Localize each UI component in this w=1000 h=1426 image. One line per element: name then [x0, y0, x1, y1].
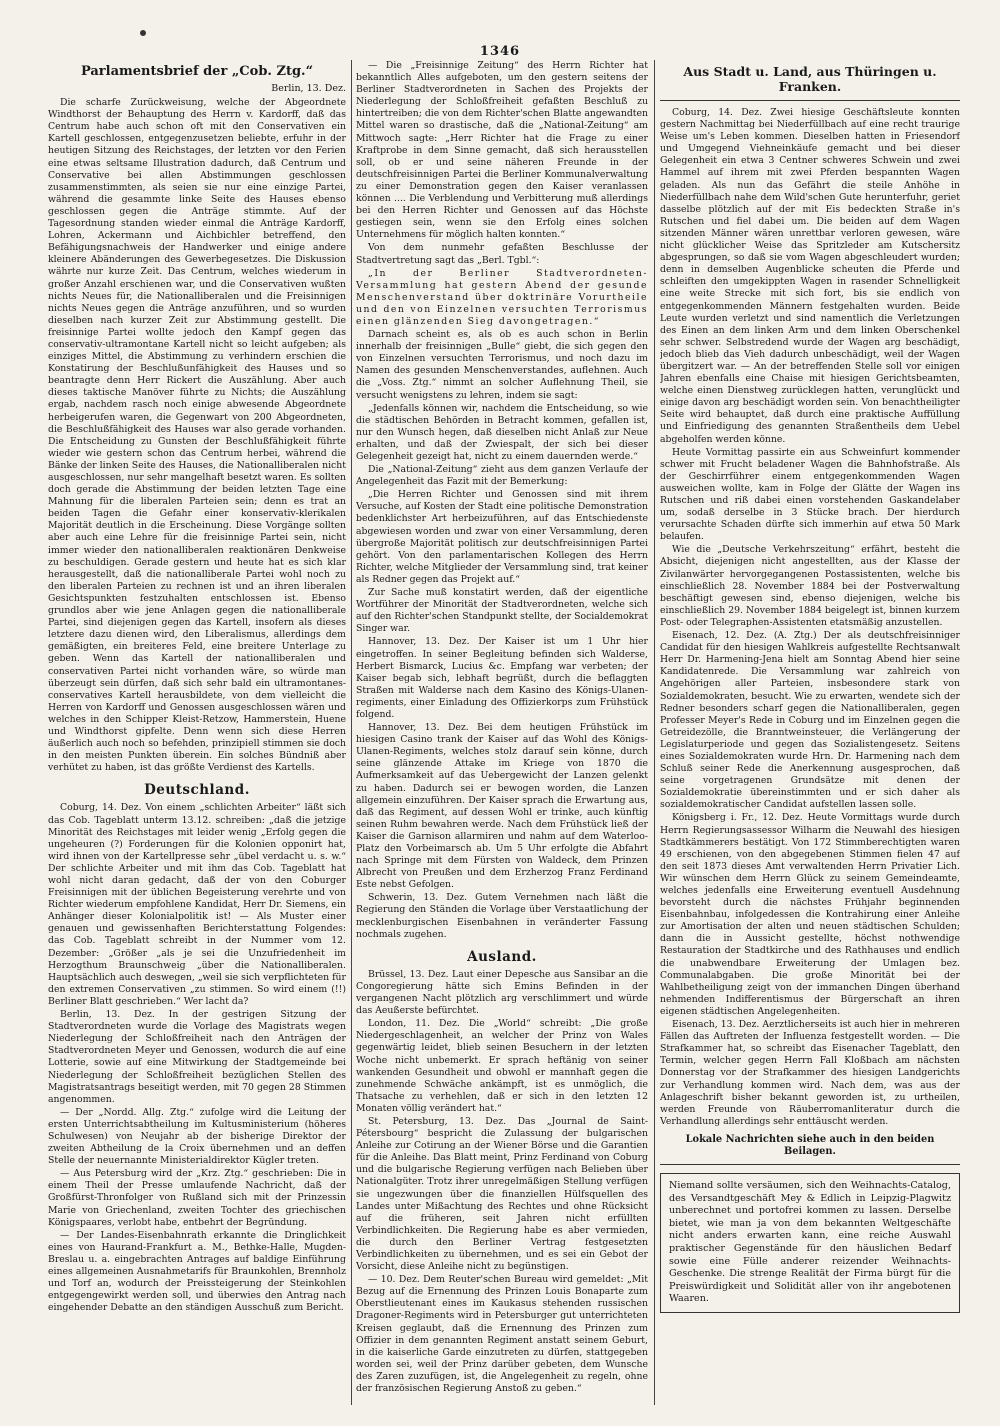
article-paragraph: „In der Berliner Stadtverordneten-Versammlung hat gestern Abend der gesunde Menschenverstand über doktrinäre Vorurtheile und den von Einzelnen versuchten Terrorismus einen glänzenden Sieg davongetragen.“ [356, 267, 648, 327]
article-paragraph: Schwerin, 13. Dez. Gutem Vernehmen nach läßt die Regierung den Ständen die Vorlage über Verstaatlichung der mecklenburgischen Eisenbahnen in veränderter Fassung nochmals zugehen. [356, 892, 648, 940]
local-news-notice: Lokale Nachrichten siehe auch in den beiden Beilagen. [685, 1133, 935, 1157]
article-paragraph: Die scharfe Zurückweisung, welche der Abgeordnete Windthorst der Behauptung des Herrn v. Kardorff, daß das Centrum habe auch schon oft mit den Conservativen ein Kartell geschlossen, entgegenzusetzen beliebte, erfuhr in der heutigen Sitzung des Reichstages, der letzten vor den Ferien eine etwas seltsame Illustration dadurch, daß Centrum und Conservative bei allen Abstimmungen geschlossen zusammenstimmten, als seien sie nur eine einzige Partei, während die gesammte linke Seite des Hauses ebenso geschlossen gegen die Anträge stimmte. Auf der Tagesordnung standen wieder einmal die Anträge Kardorff, Lohren, Ackermann und Aichbichler betreffend, den Befähigungsnachweis der Handwerker und einige andere kleinere Abänderungen des Gewerbegesetzes. Die Diskussion währte nur kurze Zeit. Das Centrum, welches wiederum in großer Anzahl erschienen war, und die Conservativen wußten nichts Neues für, die Nationalliberalen und die Freisinnigen nichts Neues gegen die Anträge anzuführen, und so wurden dieselben nach kurzer Zeit zur Abstimmung gestellt. Die freisinnige Partei wollte jedoch den Kampf gegen das conservativ-ultramontane Kartell nicht so leicht aufgeben; als einziges Mittel, die Abstimmung zu verhindern erschien die Konstatirung der Beschlußunfähigkeit des Hauses und so beantragte denn Herr Rickert die Auszählung. Aber auch dieses taktische Manöver führte zu Nichts; die Auszählung ergab, nachdem rasch noch einige abwesende Abgeordnete herbeigerufen waren, die Gegenwart von 200 Abgeordneten, die Beschlußfähigkeit des Hauses war also gerade vorhanden. Die Entscheidung zu Gunsten der Beschlußfähigkeit führte wieder wie gestern schon das Centrum herbei, während die Bänke der linken Seite des Hauses, die Nationalliberalen nicht ausgeschlossen, nur sehr mangelhaft besetzt waren. Es sollten doch gerade die Abstimmung der beiden letzten Tage eine Mahnung für die liberalen Parteien sein; denn es trat an beiden Tagen die Gefahr einer konservativ-klerikalen Majorität deutlich in die Erscheinung. Diese Vorgänge sollten aber auch eine Lehre für die freisinnige Partei sein, nicht immer wieder den nationalliberalen reaktionären Denkweise zu beschuldigen. Gerade gestern und heute hat es sich klar herausgestellt, daß die nationalliberale Partei wohl noch zu den liberalen Parteien zu rechnen ist und an ihren liberalen Gesichtspunkten festzuhalten entschlossen ist. Ebenso grundlos aber wie jene Anlagen gegen die nationalliberale Partei, sind diejenigen gegen das Kartell, insofern als dieses letztere dazu dienen wird, den Liberalismus, allerdings dem gemäßigten, ein breiteres Feld, eine breitere Unterlage zu geben. Wenn das Kartell der nationalliberalen und conservativen Partei nicht vorhanden wäre, so würde man überzeugt sein dürfen, daß sich sehr bald ein ultramontanes-conservatives Kartell herausbildete, von dem vielleicht die Herren von Kardorff und Genossen ausgeschlossen wären und welches in den Schipper Kleist-Retzow, Hammerstein, Huene und Windthorst gipfelte. Denn wenn sich diese Herren äußerlich auch noch so befehden, prinzipiell stimmen sie doch in den meisten Punkten überein. Ein solches Bündniß aber verhütet zu haben, ist das größte Verdienst des Kartells. [48, 97, 346, 774]
article-paragraph: Königsberg i. Fr., 12. Dez. Heute Vormittags wurde durch Herrn Regierungsassessor Wilharm die Neuwahl des hiesigen Stadtkämmerers bestätigt. Von 172 Stimmberechtigten waren 49 erschienen, von den abgegebenen Stimmen fielen 47 auf den seit 1873 dieses Amt verwaltenden Herrn Privatier Lich. Wir wünschen dem Herrn Glück zu seinem Gemeindeamte, welches jedenfalls eine Erweiterung eventuell Ausdehnung bevorsteht durch die nächstes Frühjahr beginnenden Eisenbahnbau, infolgedessen die Kontrahirung einer Anleihe zur Amortisation der alten und neuen städtischen Schulden; dann die in Aussicht gestellte, höchst nothwendige Restauration der Stadtkirche und des Rathhauses und endlich die unabwendbare Erweiterung der Umlagen bez. Communalabgaben. Die große Minorität bei der Wahlbetheiligung zeigt von der immanchen Dingen überhand nehmenden Indifferentismus der Bürgerschaft an ihren eigenen städtischen Angelegenheiten. [660, 812, 960, 1017]
article-paragraph: Coburg, 14. Dez. Von einem „schlichten Arbeiter“ läßt sich das Cob. Tageblatt unterm 13.12. schreiben: „daß die jetzige Minorität des Reichstages mit leider wenig „Erfolg gegen die ungeheuren (?) Forderungen für die Kolonien opponirt hat, wird ihnen von der Kartellpresse sehr „übel verdacht u. s. w.“ Der schlichte Arbeiter und mit ihm das Cob. Tageblatt hat wohl nicht daran gedacht, daß der von den Coburger Freisinnigen mit der üblichen Begeisterung verehrte und von Richter wiederum empfohlene Kandidat, Herr Dr. Siemens, ein Anhänger dieser Kolonialpolitik ist! — Als Muster einer genauen und gewissenhaften Berichterstattung Folgendes: das Cob. Tageblatt schreibt in der Nummer vom 12. Dezember: „Größer „als je sei die Unzufriedenheit im Herzogthum Braunschweig „über die Nationalliberalen. Hauptsächlich auch deswegen, „weil sie sich verpflichteten für den extremen Conservativen „zu stimmen. So wird einem (!!) Berliner Blatt geschrieben.“ Wer lacht da? [48, 802, 346, 1007]
article-paragraph: Berlin, 13. Dez. In der gestrigen Sitzung der Stadtverordneten wurde die Vorlage des Magistrats wegen Niederlegung der Schloßfreiheit nach den Anträgen der Stadtverordneten Meyer und Genossen, wodurch die auf eine Lotterie, sowie auf eine Mitwirkung der Stadtgemeinde bei Niederlegung der Schloßfreiheit bezüglichen Stellen des Magistratsantrags beseitigt werden, mit 70 gegen 28 Stimmen angenommen. [48, 1009, 346, 1105]
article-paragraph: Hannover, 13. Dez. Bei dem heutigen Frühstück im hiesigen Casino trank der Kaiser auf das Wohl des Königs-Ulanen-Regiments, welches stolz darauf sein könne, durch seine glänzende Attake im Kriege von 1870 die Aufmerksamkeit auf das Uebergewicht der Lanzen gelenkt zu haben. Dadurch sei er bewogen worden, die Lanzen allgemein einzuführen. Der Kaiser sprach die Erwartung aus, daß das Regiment, auf dessen Wohl er trinke, auch künftig seinen Ruhm bewahren werde. Nach dem Frühstück ließ der Kaiser die Garnison allarmiren und nahm auf dem Waterloo-Platz den Vorbeimarsch ab. Um 5 Uhr erfolgte die Abfahrt nach Springe mit dem Fürsten von Waldeck, dem Prinzen Albrecht von Preußen und dem Erzherzog Franz Ferdinand Este nebst Gefolgen. [356, 722, 648, 891]
article-paragraph: Darnach scheint es, als ob es auch schon in Berlin innerhalb der freisinnigen „Bulle“ giebt, die sich gegen den von Einzelnen versuchten Terrorismus, und noch dazu im Namen des gesunden Menschenverstandes, auflehnen. Auch die „Voss. Ztg.“ nimmt an solcher Auflehnung Theil, sie versucht wenigstens zu lehren, indem sie sagt: [356, 329, 648, 401]
article-paragraph: — Der „Nordd. Allg. Ztg.“ zufolge wird die Leitung der ersten Unterrichtsabtheilung im Kultusministerium (höheres Schulwesen) von Neujahr ab der bisherige Direktor der zweiten Abtheilung de la Croix übernehmen und an deffen Stelle der neuernannte Ministerialdirektor Kügler treten. [48, 1106, 346, 1167]
page-number: 1346 [479, 44, 521, 59]
divider [660, 100, 960, 101]
advertisement-box: Niemand sollte versäumen, sich den Weihnachts-Catalog, des Versandtgeschäft Mey & Edlich in Leipzig-Plagwitz unberechnet und portofrei kommen zu lassen. Derselbe bietet, wie man ja von dem bekannten Weltgeschäfte nicht anders erwarten kann, eine reiche Auswahl praktischer Gegenstände für den häuslichen Bedarf sowie eine Fülle anderer reizender Weihnachts-Geschenke. Die strenge Realität der Firma bürgt für die Preiswürdigkeit und Solidität aller von ihr angebotenen Waaren. [660, 1173, 960, 1313]
article-paragraph: Hannover, 13. Dez. Der Kaiser ist um 1 Uhr hier eingetroffen. In seiner Begleitung befinden sich Walderse, Herbert Bismarck, Lucius &c. Empfang war verbeten; der Kaiser begab sich, lebhaft begrüßt, durch die beflaggten Straßen mit Walderse nach dem Kasino des Königs-Ulanen-regiments, einer Einladung des Offizierkorps zum Frühstück folgend. [356, 636, 648, 720]
section-title-ausland: Ausland. [467, 948, 537, 965]
article-paragraph: Eisenach, 12. Dez. (A. Ztg.) Der als deutschfreisinniger Candidat für den hiesigen Wahlkreis aufgestellte Rechtsanwalt Herr Dr. Harmening-Jena hielt am Sonntag Abend hier seine Kandidatenrede. Die Versammlung war zahlreich von Angehörigen aller Parteien, insbesondere stark von Sozialdemokraten, besucht. Wie zu erwarten, wendete sich der Redner besonders scharf gegen die Nationalliberalen, gegen Professer Meyer's Rede in Coburg und im Einzelnen gegen die Getreidezölle, die Branntweinsteuer, die Verlängerung der Legislaturperiode und gegen das Sozialistengesetz. Seitens eines Sozialdemokraten wurde Hrn. Dr. Harmening nach dem Schluß seiner Rede die Anerkennung ausgesprochen, daß seine vorgetragenen Grundsätze mit denen der Sozialdemokratie übereinstimmten und er sich daher als sozialdemokratischer Candidat aufstellen lassen solle. [660, 630, 960, 811]
column-3 [660, 60, 960, 1410]
divider [660, 1164, 960, 1165]
article-paragraph: — Der Landes-Eisenbahnrath erkannte die Dringlichkeit eines von Haurand-Frankfurt a. M., Bethke-Halle, Mugden-Breslau u. a. eingebrachten Antrages auf baldige Einführung eines allgemeinen Ausnahmetarifs für Braunkohlen, Brennholz und Torf an, wodurch der Preissteigerung der Steinkohlen entgegengewirkt werden soll, und überwies den Antrag nach eingehender Debatte an den ständigen Ausschuß zum Bericht. [48, 1229, 346, 1314]
article-paragraph: Heute Vormittag passirte ein aus Schweinfurt kommender schwer mit Frucht beladener Wagen die Bahnhofstraße. Als der Geschirrführer einem entgegenkommenden Wagen ausweichen wollte, kam in Folge der Glätte der Wagen ins Rutschen und riß dabei einen vorstehenden Gaskandelaber um, sodaß derselbe in 3 Stücke brach. Der hierdurch verursachte Schaden dürfte sich immerhin auf etwa 50 Mark belaufen. [660, 446, 960, 543]
parliament-letter-title: Parlamentsbrief der „Cob. Ztg.“ [80, 64, 314, 79]
article-paragraph: Wie die „Deutsche Verkehrszeitung“ erfährt, besteht die Absicht, diejenigen nicht angestellten, aus der Klasse der Zivilanwärter hervorgegangenen Postassistenten, welche bis einschließlich 28. November 1884 bei der Postverwaltung beschäftigt gewesen sind, ebenso diejenigen, welche bis einschließlich 29. November 1884 beigelegt ist, binnen kurzem Post- oder Telegraphen-Assistenten etatsmäßig anzustellen. [660, 544, 960, 628]
article-paragraph: Coburg, 14. Dez. Zwei hiesige Geschäftsleute konnten gestern Nachmittag bei Niederfüllbach auf eine recht traurige Weise um's Leben kommen. Dieselben hatten in Friesendorf und Umgegend Viehneinkäufe gemacht und bei dieser Gelegenheit ein etwa 3 Centner schweres Schwein und zwei Hammel auf ihrem mit zwei Pferden bespannten Wagen geladen. Als nun das Gefährt die steile Anhöhe in Niederfüllbach nahe dem Wild'schen Gute herunterfuhr, geriet dasselbe plötzlich auf der mit Eis bedeckten Straße in's Rutschen und fiel dabei um. Die beiden auf dem Wagen sitzenden Männer wären unrettbar verloren gewesen, wäre nicht glücklicher Weise das Spritzleder am Kutschersitz abgesprungen, so daß sie vom Wagen abgeschleudert wurden; denn in demselben Augenblicke scheuten die Pferde und schleiften den umgekippten Wagen in rasender Schnelligkeit eine weite Strecke mit sich fort, bis sie endlich von entgegenkommenden Männern festgehalten wurden. Beide Leute wurden verletzt und sind namentlich die Verletzungen des Einen an dem linken Arm und dem linken Oberschenkel sehr schwer. Selbstredend wurde der Wagen arg beschädigt, jedoch blieb das Vieh dadurch unbeschädigt, weil der Wagen übergitzert war. — An der betreffenden Stelle soll vor einigen Jahren ebenfalls eine Chaise mit hiesigen Gerichtsbeamten, welche einen Dienstweg zurücklegen hatten, verunglückt und einige davon arg beschädigt worden sein. Von benachtheiligter Seite wird behauptet, daß durch eine praktische Auffüllung und Einfriedigung des genannten Straßentheils dem Uebel abgeholfen werden könne. [660, 107, 960, 445]
article-paragraph: „Jedenfalls können wir, nachdem die Entscheidung, so wie die städtischen Behörden in Betracht kommen, gefallen ist, nur den Wunsch hegen, daß dieselben nicht Anlaß zur Neue erhalten, und daß der Zwiespalt, der sich bei dieser Gelegenheit gezeigt hat, nicht zu einem dauernden werde.“ [356, 402, 648, 462]
article-paragraph: — Aus Petersburg wird der „Krz. Ztg.“ geschrieben: Die in einem Theil der Presse umlaufende Nachricht, daß der Großfürst-Thronfolger von Rußland sich mit der Prinzessin Marie von Griechenland, zweiten Tochter des griechischen Königspaares, verlobt habe, entbehrt der Begründung. [48, 1168, 346, 1228]
column-rule [654, 60, 655, 1405]
article-paragraph: — 10. Dez. Dem Reuter'schen Bureau wird gemeldet: „Mit Bezug auf die Ernennung des Prinzen Louis Bonaparte zum Oberstlieutenant eines im Kaukasus stehenden russischen Dragoner-Regiments wird in Petersburger gut unterrichteten Kreisen geglaubt, daß die Ernennung des Prinzen zum Offizier in dem genannten Regiment anstatt seinem Geburt, in die kaiserliche Garde einzutreten zu dürfen, stattgegeben worden sei, weil der Prinz darüber gebeten, dem Wunsche des Zaren zuzufügen, ist, die Angelegenheit zu regeln, ohne der französischen Regierung Anstoß zu geben.“ [356, 1274, 648, 1395]
dateline: Berlin, 13. Dez. [271, 83, 346, 94]
section-title-deutschland: Deutschland. [144, 782, 250, 799]
column-1 [48, 60, 346, 1410]
article-paragraph: Die „National-Zeitung“ zieht aus dem ganzen Verlaufe der Angelegenheit das Fazit mit der Bemerkung: [356, 464, 648, 488]
article-paragraph: — Die „Freisinnige Zeitung“ des Herrn Richter hat bekanntlich Alles aufgeboten, um den gestern seitens der Berliner Stadtverordneten in Sachen des Projekts der Niederlegung der Schloßfreiheit gefaßten Beschluß zu hintertreiben; die von dem Richter'schen Blatte angewandten Mittel waren so drastische, daß die „National-Zeitung“ am Mittwoch sagte: „Herr Richter hat die Frage zu einer Kraftprobe in dem Sinne gemacht, daß sich herausstellen soll, ob er und seine näheren Freunde in der deutschfreisinnigen Partei die Berliner Kommunalverwaltung zu einer Demonstration gegen den Kaiser veranlassen können .... Die Verblendung und Verbitterung muß allerdings bei den Herren Richter und Genossen auf das Höchste gestiegen sein, wenn sie den Erfolg eines solchen Unternehmens für möglich halten konnten.“ [356, 60, 648, 241]
column-rule [351, 60, 352, 1405]
column-2 [356, 60, 648, 1410]
article-paragraph: Von dem nunmehr gefaßten Beschlusse der Stadtvertretung sagt das „Berl. Tgbl.“: [356, 242, 648, 266]
article-paragraph: „Die Herren Richter und Genossen sind mit ihrem Versuche, auf Kosten der Stadt eine politische Demonstration bedenklichster Art herbeizuführen, auf das Entschiedenste abgewiesen worden und zwar von einer Versammlung, deren übergroße Majorität politisch zur deutschfreisinnigen Partei gehört. Von den parlamentarischen Kollegen des Herrn Richter, welche Mitglieder der Versammlung sind, trat keiner als Redner gegen das Projekt auf.“ [356, 489, 648, 585]
article-paragraph: St. Petersburg, 13. Dez. Das „Journal de Saint-Pétersbourg“ bespricht die Zulassung der bulgarischen Anleihe zur Cotirung an der Wiener Börse und die Garantien für die Anleihe. Das Blatt meint, Prinz Ferdinand von Coburg und die bulgarische Regierung verfügen nach Belieben über Nationalgüter. Trotz ihrer unregelmäßigen Stellung verfügen sie ungezwungen über die finanziellen Hülfsquellen des Landes unter Mißachtung des Rechtes und ohne Rücksicht auf die früheren, seit Jahren nicht erfüllten Verbindlichkeiten. Die Regierung habe es aber vermieden, die durch den Berliner Vertrag festgesetzten Verbindlichkeiten zu übernehmen, und es sei ein Gebot der Vorsicht, diese Anleihe nicht zu begünstigen. [356, 1115, 648, 1273]
ink-spot [140, 30, 146, 36]
article-paragraph: London, 11. Dez. Die „World“ schreibt: „Die große Niedergeschlagenheit, an welcher der Prinz von Wales gegenwärtig leidet, blieb seinen Besuchern in der letzten Woche nicht unbemerkt. Er sprach heftänig von seiner wankenden Gesundheit und obwohl er mannhaft gegen die zunehmende Schwäche ankämpft, ist es unmöglich, die Thatsache zu verhehlen, daß er sich in den letzten 12 Monaten völlig verändert hat.“ [356, 1018, 648, 1114]
local-news-title: Aus Stadt u. Land, aus Thüringen u. Franken. [683, 64, 937, 94]
article-paragraph: Eisenach, 13. Dez. Aerztlicherseits ist auch hier in mehreren Fällen das Auftreten der Influenza festgestellt worden. — Die Strafkammer hat, so schreibt das Eisenacher Tageblatt, den Termin, welcher gegen Herrn Fall Kloßbach am nächsten Donnerstag vor der Strafkammer des hiesigen Landgerichts zur Verhandlung kommen wird. Nach dem, was aus der Anlageschrift bisher bekannt geworden ist, zu urtheilen, werden Freunde von Räuberromanliteratur durch die Verhandlung allerdings sehr enttäuscht werden. [660, 1019, 960, 1127]
article-paragraph: Zur Sache muß konstatirt werden, daß der eigentliche Wortführer der Minorität der Stadtverordneten, welche sich auf den Richter'schen Standpunkt stellte, der Socialdemokrat Singer war. [356, 587, 648, 635]
article-paragraph: Brüssel, 13. Dez. Laut einer Depesche aus Sansibar an die Congoregierung hätte sich Emins Befinden in der vergangenen Nacht plötzlich arg verschlimmert und würde das Aeußerste befürchtet. [356, 968, 648, 1017]
